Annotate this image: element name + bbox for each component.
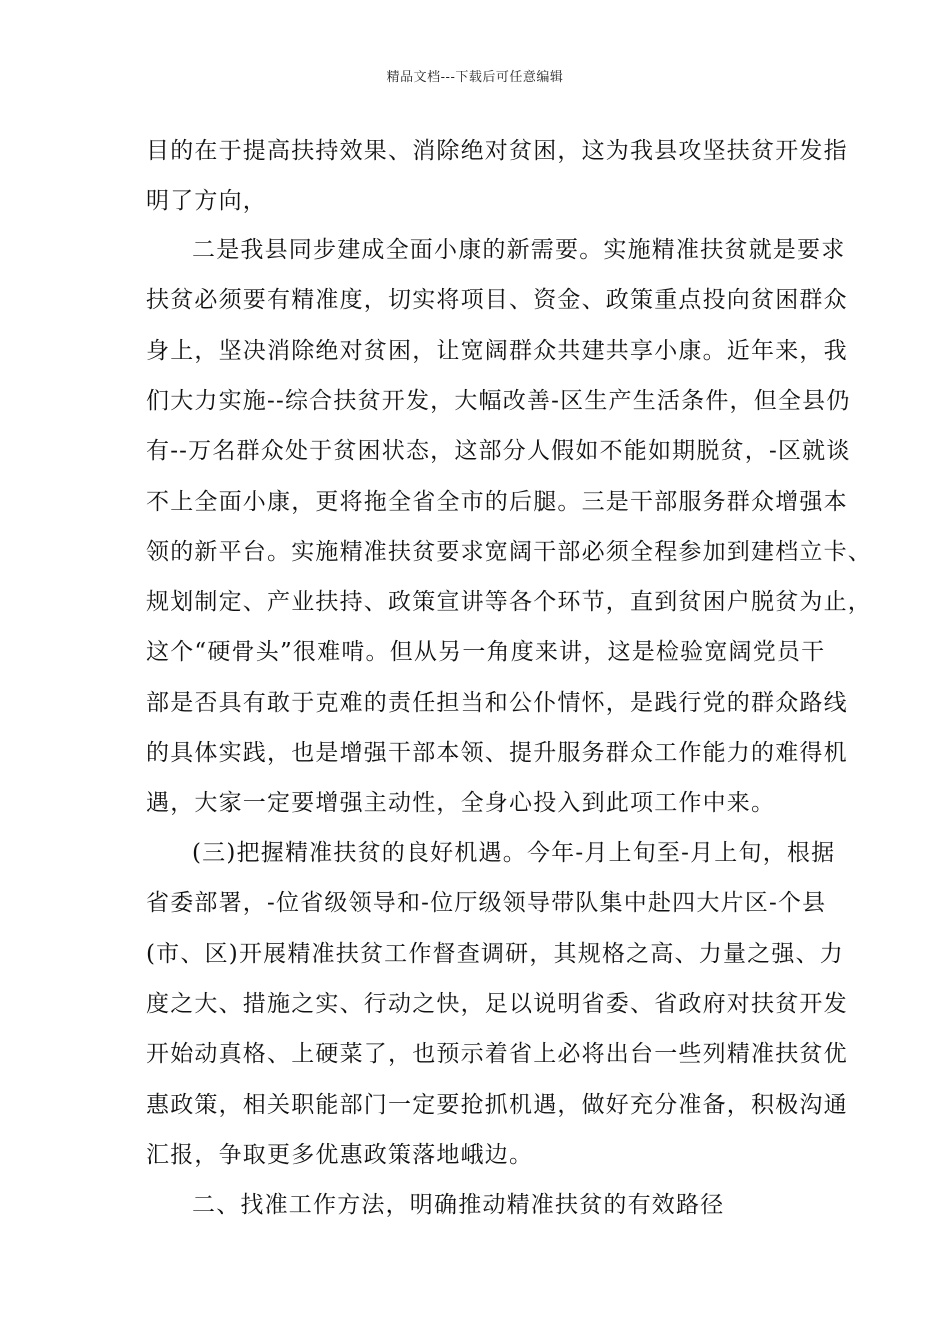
body-line: 遇，大家一定要增强主动性，全身心投入到此项工作中来。 xyxy=(146,790,776,816)
body-line: 省委部署，-位省级领导和-位厅级领导带队集中赴四大片区-个县 xyxy=(146,890,827,916)
body-line: 不上全面小康，更将拖全省全市的后腿。三是干部服务群众增强本 xyxy=(146,489,848,515)
paragraph-start-line: (三)把握精准扶贫的良好机遇。今年-月上旬至-月上旬，根据 xyxy=(192,840,836,866)
section-heading: 二、找准工作方法，明确推动精准扶贫的有效路径 xyxy=(192,1192,725,1218)
body-line: 明了方向， xyxy=(146,188,267,214)
body-line: 部是否具有敢于克难的责任担当和公仆情怀，是践行党的群众路线 xyxy=(146,690,848,716)
body-line: 领的新平台。实施精准扶贫要求宽阔干部必须全程参加到建档立卡、 xyxy=(146,539,872,565)
body-line: 开始动真格、上硬菜了，也预示着省上必将出台一些列精准扶贫优 xyxy=(146,1041,848,1067)
body-line: 的具体实践，也是增强干部本领、提升服务群众工作能力的难得机 xyxy=(146,740,848,766)
body-line: 们大力实施--综合扶贫开发，大幅改善-区生产生活条件，但全县仍 xyxy=(146,388,851,414)
body-line: (市、区)开展精准扶贫工作督查调研，其规格之高、力量之强、力 xyxy=(146,941,844,967)
page-header: 精品文档---下载后可任意编辑 xyxy=(386,70,564,85)
body-line: 汇报，争取更多优惠政策落地峨边。 xyxy=(146,1142,534,1168)
body-line: 这个“硬骨头”很难啃。但从另一角度来讲，这是检验宽阔党员干 xyxy=(146,639,826,665)
body-line: 扶贫必须要有精准度，切实将项目、资金、政策重点投向贫困群众 xyxy=(146,287,848,313)
body-line: 目的在于提高扶持效果、消除绝对贫困，这为我县攻坚扶贫开发指 xyxy=(146,138,848,164)
body-line: 身上，坚决消除绝对贫困，让宽阔群众共建共享小康。近年来，我 xyxy=(146,338,848,364)
body-line: 规划制定、产业扶持、政策宣讲等各个环节，直到贫困户脱贫为止， xyxy=(146,589,872,615)
body-line: 度之大、措施之实、行动之快，足以说明省委、省政府对扶贫开发 xyxy=(146,991,848,1017)
body-line: 惠政策，相关职能部门一定要抢抓机遇，做好充分准备，积极沟通 xyxy=(146,1092,848,1118)
body-line: 有--万名群众处于贫困状态，这部分人假如不能如期脱贫，-区就谈 xyxy=(146,438,851,464)
paragraph-start-line: 二是我县同步建成全面小康的新需要。实施精准扶贫就是要求 xyxy=(192,237,846,263)
